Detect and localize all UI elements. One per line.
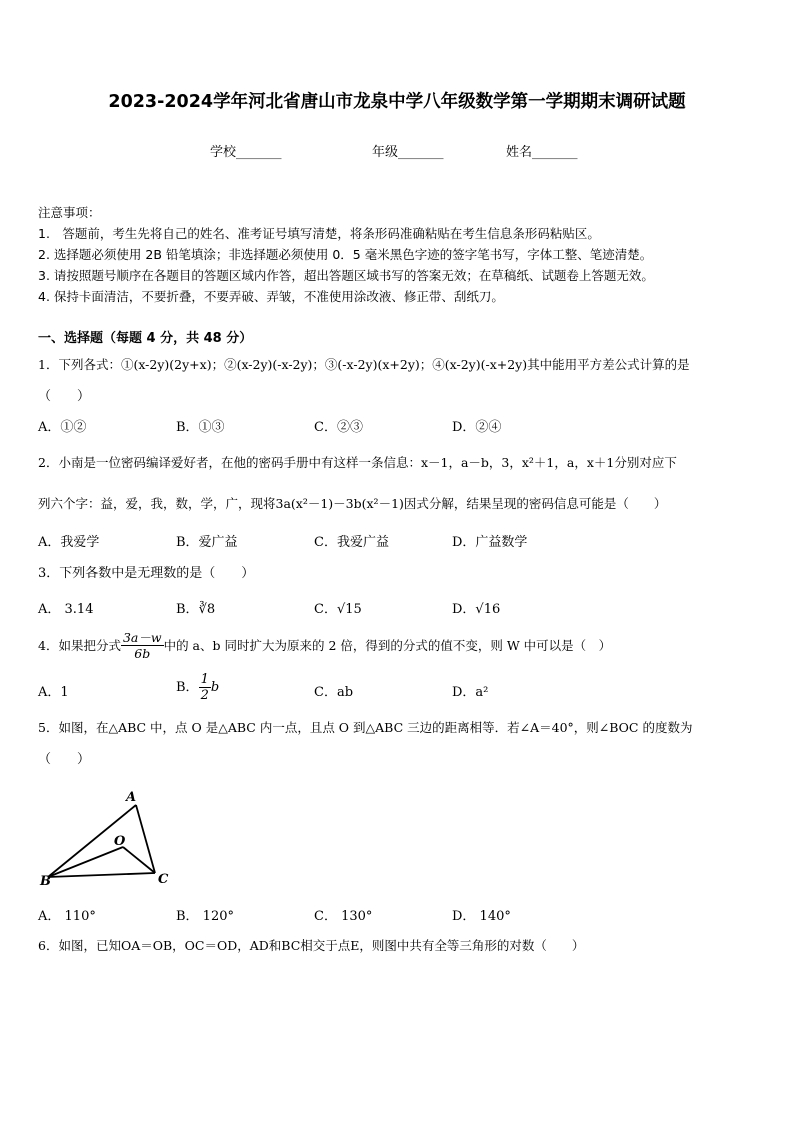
side-bc — [48, 873, 155, 877]
section-heading: 一、选择题（每题 4 分，共 48 分） — [38, 331, 253, 346]
q4-option-d: D．a² — [452, 685, 489, 700]
q5-option-d: D． 140° — [452, 909, 511, 924]
grade-field: 年级_______ — [372, 145, 444, 160]
q5-option-c: C． 130° — [314, 909, 373, 924]
name-field: 姓名_______ — [506, 145, 578, 160]
segment-bo — [48, 847, 123, 877]
q4-option-b-numerator: 1 — [200, 672, 209, 687]
q4-fraction-denominator: 6b — [134, 646, 151, 661]
label-o: O — [114, 834, 126, 849]
q3-option-d: D．√16 — [452, 602, 501, 617]
page-title: 2023-2024学年河北省唐山市龙泉中学八年级数学第一学期期末调研试题 — [108, 92, 686, 112]
q4-option-b-variable: b — [210, 680, 220, 695]
note-item: 2. 选择题必须使用 2B 铅笔填涂；非选择题必须使用 0．5 毫米黑色字迹的签字笔书写，字体工整、笔迹清楚。 — [38, 247, 653, 262]
label-c: C — [158, 872, 169, 887]
question-2-text: 2．小南是一位密码编译爱好者，在他的密码手册中有这样一条信息：x－1，a－b，3，x²＋1，a，x＋1分别对应下 — [38, 455, 677, 470]
question-6-text: 6．如图，已知OA＝OB，OC＝OD，AD和BC相交于点E，则图中共有全等三角形的对数（ ） — [38, 938, 585, 953]
q4-prefix: 4．如果把分式 — [38, 638, 121, 653]
q1-option-c: C．②③ — [314, 420, 363, 435]
school-field: 学校_______ — [210, 145, 282, 160]
q4-fraction-numerator: 3a－w — [122, 630, 162, 645]
q3-option-a: A． 3.14 — [38, 602, 94, 617]
q2-option-b: B．爱广益 — [176, 535, 238, 550]
q4-option-b-denominator: 2 — [200, 688, 209, 703]
q4-option-b — [176, 672, 219, 703]
q1-option-b: B．①③ — [176, 420, 225, 435]
q3-option-c: C．√15 — [314, 602, 362, 617]
q4-option-b-fraction — [199, 672, 211, 703]
note-item: 1. 答题前，考生先将自己的姓名、准考证号填写清楚，将条形码准确粘贴在考生信息条形码粘贴区。 — [38, 226, 600, 241]
question-1-blank: （ ） — [38, 389, 91, 404]
label-b: B — [40, 874, 51, 889]
q1-option-a: A．①② — [38, 420, 87, 435]
note-item: 4. 保持卡面清洁，不要折叠，不要弄破、弄皱，不准使用涂改液、修正带、刮纸刀。 — [38, 289, 504, 304]
question-1-text: 1．下列各式：①(x-2y)(2y+x)；②(x-2y)(-x-2y)；③(-x-2y)(x+2y)；④(x-2y)(-x+2y)其中能用平方差公式计算的是 — [38, 357, 690, 372]
q2-option-c: C．我爱广益 — [314, 535, 389, 550]
q3-option-b: B．∛8 — [176, 602, 216, 617]
q4-fraction — [121, 630, 164, 661]
segment-co — [123, 847, 155, 873]
q5-option-b: B． 120° — [176, 909, 234, 924]
label-a: A — [126, 790, 137, 805]
q4-option-c: C．ab — [314, 685, 354, 700]
q4-option-b-label: B． — [176, 680, 199, 695]
notes-heading: 注意事项： — [38, 205, 101, 220]
note-item: 3. 请按照题号顺序在各题目的答题区域内作答，超出答题区域书写的答案无效；在草稿纸、试题卷上答题无效。 — [38, 268, 654, 283]
side-ac — [136, 805, 155, 873]
triangle-figure — [38, 785, 188, 890]
question-2-text-cont: 列六个字：益，爱，我，数，学，广，现将3a(x²－1)－3b(x²－1)因式分解，结果呈现的密码信息可能是（ ） — [38, 496, 667, 511]
q4-suffix: 中的 a、b 同时扩大为原来的 2 倍，得到的分式的值不变，则 W 中可以是（ ） — [163, 638, 612, 653]
q5-option-a: A． 110° — [38, 909, 96, 924]
q2-option-a: A．我爱学 — [38, 535, 100, 550]
q2-option-d: D．广益数学 — [452, 535, 528, 550]
question-3-text: 3．下列各数中是无理数的是（ ） — [38, 566, 255, 581]
q1-option-d: D．②④ — [452, 420, 502, 435]
triangle-lines — [48, 805, 155, 877]
question-4-text — [38, 630, 611, 661]
question-5-blank: （ ） — [38, 752, 91, 767]
question-5-text: 5．如图，在△ABC 中，点 O 是△ABC 内一点，且点 O 到△ABC 三边的距离相等．若∠A＝40°，则∠BOC 的度数为 — [38, 720, 693, 735]
q4-option-a: A．1 — [38, 685, 69, 700]
